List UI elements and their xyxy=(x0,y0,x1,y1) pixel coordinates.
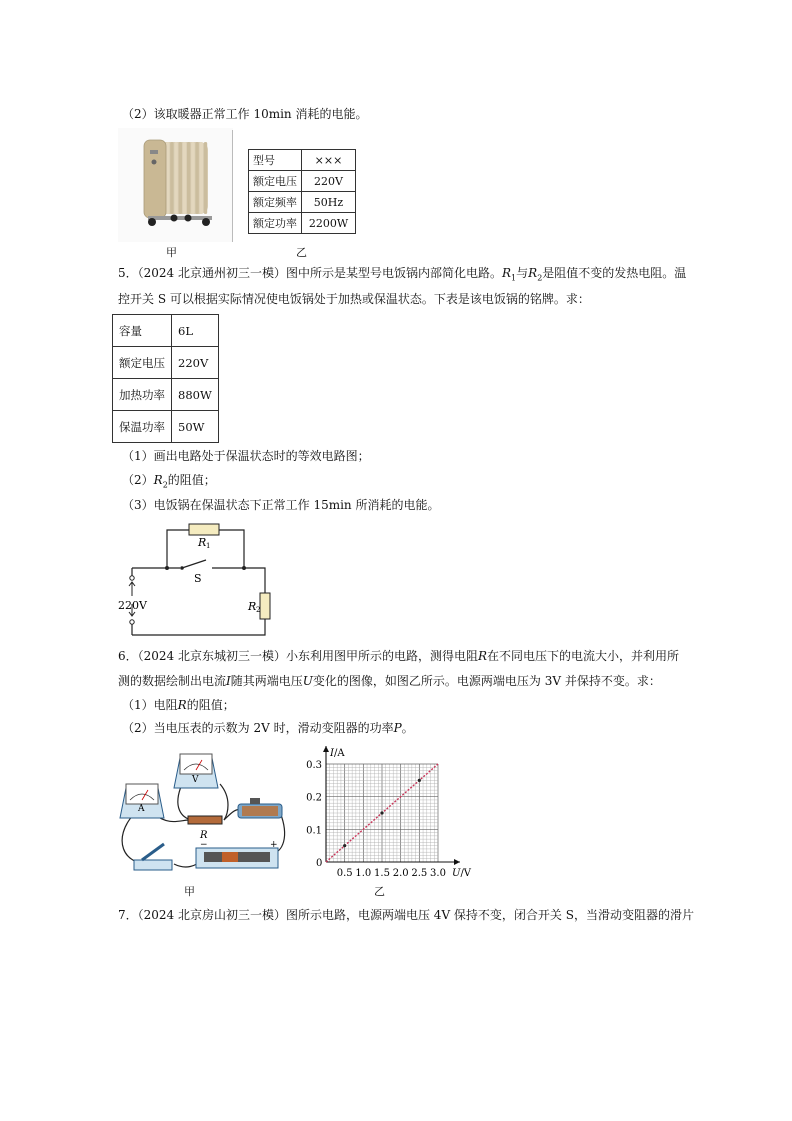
r1-sub: 1 xyxy=(511,273,517,283)
table-cell: 220V xyxy=(172,347,219,379)
q5-line1-a: 5．（2024 北京通州初三一模）图中所示是某型号电饭锅内部简化电路。 xyxy=(118,266,502,280)
q6-part1 xyxy=(122,697,235,713)
q5-line1 xyxy=(118,265,686,286)
y-tick-label: 0.1 xyxy=(306,825,322,837)
ammeter-label: A xyxy=(138,804,145,814)
table-row xyxy=(249,150,356,171)
q6-part2-b: 。 xyxy=(401,721,414,735)
q6-line2 xyxy=(118,673,661,689)
r2-symbol: R xyxy=(528,266,538,280)
table-row xyxy=(113,315,219,347)
q6-line1 xyxy=(118,648,679,664)
table-cell: 2200W xyxy=(302,213,356,234)
radiator-fin xyxy=(183,142,186,214)
switch-pivot xyxy=(180,566,184,570)
switch-label: S xyxy=(194,572,202,585)
table-row xyxy=(249,192,356,213)
data-point xyxy=(418,779,421,782)
bottom-wire xyxy=(132,619,265,635)
data-point xyxy=(343,844,346,847)
radiator-image xyxy=(118,128,233,242)
table-cell: 容量 xyxy=(113,315,172,347)
radiator-fin xyxy=(179,142,182,214)
q5-circuit-diagram xyxy=(110,516,280,642)
radiator-fin xyxy=(200,142,203,214)
x-axis-arrow xyxy=(454,859,460,865)
q6-line1-a: 6．（2024 北京东城初三一模）小东利用图甲所示的电路，测得电阻 xyxy=(118,649,478,663)
x-tick-label: 2.5 xyxy=(411,868,428,879)
q5-part2-post: 的阻值； xyxy=(167,473,216,487)
q4-caption-yi: 乙 xyxy=(296,246,307,259)
q6-part1-b: 的阻值； xyxy=(186,698,235,712)
wire xyxy=(178,784,192,820)
r2-sub: 2 xyxy=(537,273,543,283)
table-row xyxy=(113,411,219,443)
q4-spec-table xyxy=(248,149,356,234)
data-point xyxy=(380,811,383,814)
terminal-top xyxy=(130,576,134,580)
wire xyxy=(220,784,228,820)
r1-resistor xyxy=(189,524,219,535)
q6-apparatus-image xyxy=(112,748,292,880)
q6-caption-jia: 甲 xyxy=(184,885,195,898)
arrow-up xyxy=(129,582,135,596)
table-cell: 220V xyxy=(302,171,356,192)
q5-part2 xyxy=(122,472,216,493)
x-tick-label: 0.5 xyxy=(336,868,353,879)
junction-dot xyxy=(242,566,246,570)
r1-label: R xyxy=(198,536,207,549)
radiator-fin xyxy=(204,142,207,214)
figure-divider xyxy=(232,130,233,242)
radiator-fin xyxy=(191,142,194,214)
x-tick-label: 2.0 xyxy=(392,868,409,879)
table-cell: 额定电压 xyxy=(249,171,302,192)
rheostat xyxy=(238,798,282,818)
q5-line1-b: 是阻值不变的发热电阻。温 xyxy=(542,266,687,280)
radiator-fin xyxy=(166,142,169,214)
q6-line2-a: 测的数据绘制出电流 xyxy=(118,674,227,688)
r2-resistor xyxy=(260,593,270,619)
r2-symbol: R xyxy=(153,473,163,487)
i-symbol: I xyxy=(226,674,231,688)
table-cell: ××× xyxy=(302,150,356,171)
y-axis-arrow xyxy=(323,746,329,752)
table-row xyxy=(249,213,356,234)
q4-caption-jia: 甲 xyxy=(166,246,177,259)
radiator-fin xyxy=(187,142,190,214)
x-axis-label: U/V xyxy=(452,868,472,879)
table-cell: 额定频率 xyxy=(249,192,302,213)
r1-label-sub: 1 xyxy=(206,542,211,550)
junction-dot xyxy=(165,566,169,570)
q6-part2 xyxy=(122,720,414,736)
r2-label-sub: 2 xyxy=(256,606,261,614)
q5-part3: （3）电饭锅在保温状态下正常工作 15min 所消耗的电能。 xyxy=(122,498,440,512)
y-tick-label: 0.3 xyxy=(306,760,322,771)
resistor-r-label: R xyxy=(200,830,208,841)
origin-label: 0 xyxy=(316,858,323,869)
q6-iu-chart xyxy=(304,742,484,888)
q5-part2-pre: （2） xyxy=(122,473,154,487)
q5-spec-table xyxy=(112,314,219,443)
table-cell: 加热功率 xyxy=(113,379,172,411)
table-cell: 额定功率 xyxy=(249,213,302,234)
q5-line2: 控开关 S 可以根据实际情况使电饭锅处于加热或保温状态。下表是该电饭锅的铭牌。求： xyxy=(118,292,590,306)
resistor-r xyxy=(188,816,222,824)
r-symbol: R xyxy=(478,649,488,663)
ammeter xyxy=(120,784,164,818)
u-symbol: U xyxy=(302,674,313,688)
voltmeter xyxy=(174,754,218,788)
table-row xyxy=(113,347,219,379)
q5-with: 与 xyxy=(516,266,529,280)
p-symbol: P xyxy=(393,721,402,735)
r2-sub: 2 xyxy=(162,480,168,490)
table-cell: 额定电压 xyxy=(113,347,172,379)
q6-line1-b: 在不同电压下的电流大小，并利用所 xyxy=(487,649,680,663)
q6-line2-c: 变化的图像，如图乙所示。电源两端电压为 3V 并保持不变。求： xyxy=(312,674,661,688)
battery-plus: + xyxy=(270,840,278,850)
r2-label: R xyxy=(248,600,257,613)
q5-part1: （1）画出电路处于保温状态时的等效电路图； xyxy=(122,449,370,463)
table-cell: 880W xyxy=(172,379,219,411)
y-axis-label: I/A xyxy=(330,748,345,759)
table-cell: 保温功率 xyxy=(113,411,172,443)
radiator-fin xyxy=(170,142,173,214)
radiator-fin xyxy=(195,142,198,214)
radiator-fin xyxy=(174,142,177,214)
table-cell: 型号 xyxy=(249,150,302,171)
q6-part2-a: （2）当电压表的示数为 2V 时，滑动变阻器的功率 xyxy=(122,721,394,735)
x-tick-label: 1.5 xyxy=(374,868,390,879)
knife-switch xyxy=(134,844,172,870)
terminal-bottom xyxy=(130,620,134,624)
r1-symbol: R xyxy=(502,266,512,280)
r-symbol: R xyxy=(177,698,187,712)
y-tick-label: 0.2 xyxy=(306,792,322,804)
x-tick-label: 3.0 xyxy=(430,868,446,879)
q6-caption-yi: 乙 xyxy=(374,885,385,898)
voltmeter-label: V xyxy=(192,775,199,785)
table-cell: 50Hz xyxy=(302,192,356,213)
table-cell: 50W xyxy=(172,411,219,443)
battery-minus: − xyxy=(200,840,208,850)
table-cell: 6L xyxy=(172,315,219,347)
voltage-label: 220V xyxy=(118,599,147,612)
q6-line2-b: 随其两端电压 xyxy=(230,674,303,688)
q7-line1: 7．（2024 北京房山初三一模）图所示电路，电源两端电压 4V 保持不变，闭合开关 S，当滑动变阻器的滑片 xyxy=(118,908,694,922)
q4-part2-text: （2）该取暖器正常工作 10min 消耗的电能。 xyxy=(122,107,368,121)
table-row xyxy=(113,379,219,411)
battery-box xyxy=(196,840,278,868)
x-tick-label: 1.0 xyxy=(355,868,372,879)
q6-part1-a: （1）电阻 xyxy=(122,698,178,712)
table-row xyxy=(249,171,356,192)
